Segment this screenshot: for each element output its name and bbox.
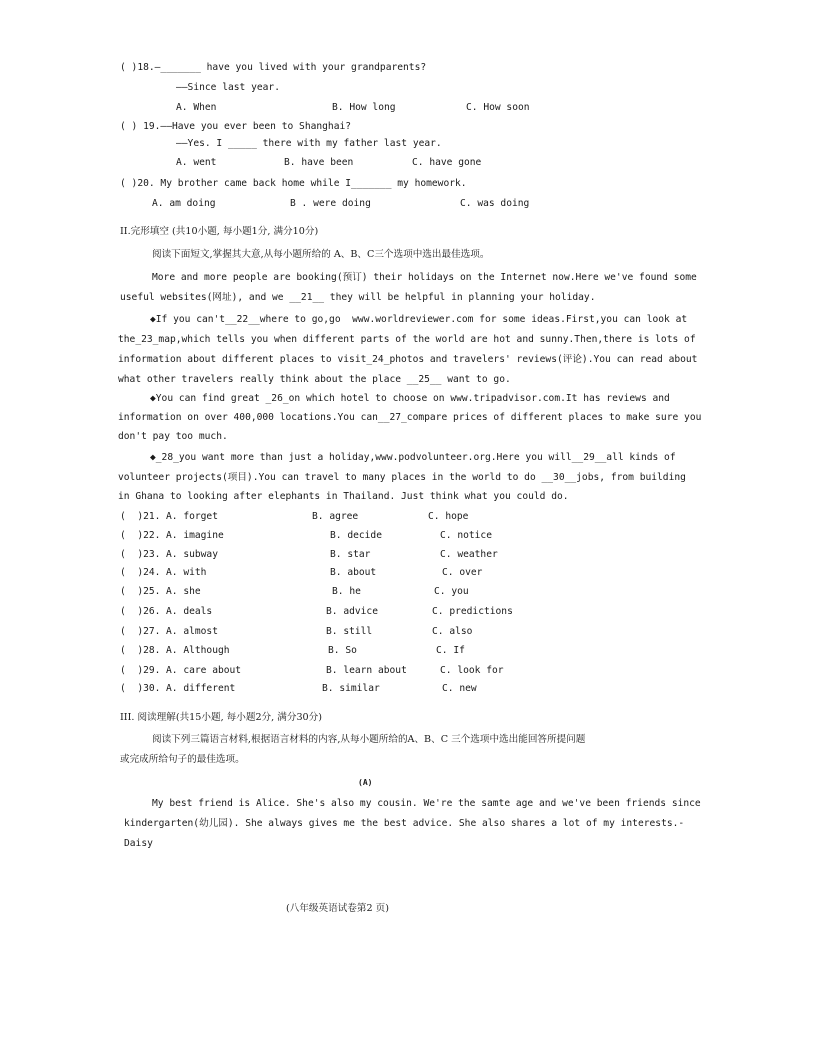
cloze-option-c: C. weather (440, 549, 498, 560)
passage-line: useful websites(网址), and we __21__ they will be helpful in planning your holiday. (120, 292, 596, 303)
cloze-question-number: ( )27. (120, 626, 161, 637)
question-19: ( ) 19.——Have you ever been to Shanghai? (120, 121, 352, 132)
passage-line: in Ghana to looking after elephants in Thailand. Just think what you could do. (118, 491, 569, 502)
page-footer: (八年级英语试卷第2 页) (286, 903, 389, 914)
passage-line: ◆_28_you want more than just a holiday,www.podvolunteer.org.Here you will__29__all kinds of (150, 452, 676, 463)
cloze-option-b: B. So (328, 645, 357, 656)
cloze-option-a: A. forget (166, 511, 218, 522)
cloze-option-c: C. new (442, 683, 477, 694)
cloze-option-c: C. notice (440, 530, 492, 541)
q18-option-b: B. How long (332, 102, 396, 113)
cloze-option-c: C. hope (428, 511, 469, 522)
cloze-question-number: ( )23. (120, 549, 161, 560)
cloze-question-number: ( )29. (120, 665, 161, 676)
cloze-option-c: C. over (442, 567, 483, 578)
cloze-option-b: B. he (332, 586, 361, 597)
passage-label: (A) (358, 778, 373, 787)
q18-option-a: A. When (176, 102, 217, 113)
cloze-option-a: A. with (166, 567, 207, 578)
section-3-instruction: 阅读下列三篇语言材料,根据语言材料的内容,从每小题所给的A、B、C 三个选项中选出能回答所提问题 (152, 734, 586, 745)
passage-line: the_23_map,which tells you when different parts of the world are hot and sunny.Then,there is lots of (118, 334, 696, 345)
cloze-question-number: ( )28. (120, 645, 161, 656)
question-20: ( )20. My brother came back home while I_______ my homework. (120, 178, 467, 189)
cloze-option-c: C. also (432, 626, 473, 637)
cloze-option-a: A. care about (166, 665, 242, 676)
reading-line: Daisy (124, 838, 153, 849)
passage-line: ◆You can find great _26_on which hotel to choose on www.tripadvisor.com.It has reviews and (150, 393, 670, 404)
cloze-option-b: B. about (330, 567, 377, 578)
cloze-option-c: C. look for (440, 665, 504, 676)
passage-line: information on over 400,000 locations.You can__27_compare prices of different places to make sure you (118, 412, 702, 423)
cloze-option-a: A. she (166, 586, 201, 597)
q18-option-c: C. How soon (466, 102, 530, 113)
passage-line: don't pay too much. (118, 431, 228, 442)
passage-line: volunteer projects(项目).You can travel to many places in the world to do __30__jobs, from building (118, 472, 686, 483)
cloze-option-c: C. If (436, 645, 465, 656)
cloze-question-number: ( )30. (120, 683, 161, 694)
cloze-option-b: B. similar (322, 683, 380, 694)
cloze-option-a: A. almost (166, 626, 218, 637)
passage-line: what other travelers really think about the place __25__ want to go. (118, 374, 511, 385)
cloze-question-number: ( )21. (120, 511, 161, 522)
question-18-dialog: ——Since last year. (176, 82, 280, 93)
cloze-option-c: C. predictions (432, 606, 513, 617)
section-3-heading: III. 阅读理解(共15小题, 每小题2分, 满分30分) (120, 712, 322, 723)
cloze-question-number: ( )25. (120, 586, 161, 597)
cloze-option-a: A. deals (166, 606, 213, 617)
cloze-option-a: A. Although (166, 645, 230, 656)
cloze-option-b: B. agree (312, 511, 359, 522)
q19-option-a: A. went (176, 157, 217, 168)
cloze-option-b: B. star (330, 549, 371, 560)
cloze-option-a: A. different (166, 683, 236, 694)
section-3-instruction: 或完成所给句子的最佳选项。 (120, 754, 245, 765)
cloze-option-a: A. imagine (166, 530, 224, 541)
section-2-instruction: 阅读下面短文,掌握其大意,从每小题所给的 A、B、C三个选项中选出最佳选项。 (152, 249, 490, 260)
cloze-question-number: ( )24. (120, 567, 161, 578)
reading-line: kindergarten(幼儿园). She always gives me the best advice. She also shares a lot of my interests.- (124, 818, 685, 829)
question-19-dialog: ——Yes. I _____ there with my father last year. (176, 138, 442, 149)
cloze-option-b: B. decide (330, 530, 382, 541)
q20-option-b: B . were doing (290, 198, 371, 209)
cloze-option-b: B. still (326, 626, 373, 637)
cloze-option-b: B. advice (326, 606, 378, 617)
q20-option-a: A. am doing (152, 198, 216, 209)
q19-option-c: C. have gone (412, 157, 482, 168)
cloze-option-a: A. subway (166, 549, 218, 560)
q20-option-c: C. was doing (460, 198, 530, 209)
cloze-question-number: ( )22. (120, 530, 161, 541)
question-18: ( )18.—_______ have you lived with your grandparents? (120, 62, 427, 73)
cloze-option-c: C. you (434, 586, 469, 597)
passage-line: information about different places to visit_24_photos and travelers' reviews(评论).You can read about (118, 354, 698, 365)
passage-line: More and more people are booking(预订) their holidays on the Internet now.Here we've found some (152, 272, 697, 283)
reading-line: My best friend is Alice. She's also my cousin. We're the samte age and we've been friends since (152, 798, 701, 809)
cloze-option-b: B. learn about (326, 665, 407, 676)
q19-option-b: B. have been (284, 157, 354, 168)
section-2-heading: II.完形填空 (共10小题, 每小题1分, 满分10分) (120, 226, 319, 237)
cloze-question-number: ( )26. (120, 606, 161, 617)
passage-line: ◆If you can't__22__where to go,go www.worldreviewer.com for some ideas.First,you can look at (150, 314, 688, 325)
